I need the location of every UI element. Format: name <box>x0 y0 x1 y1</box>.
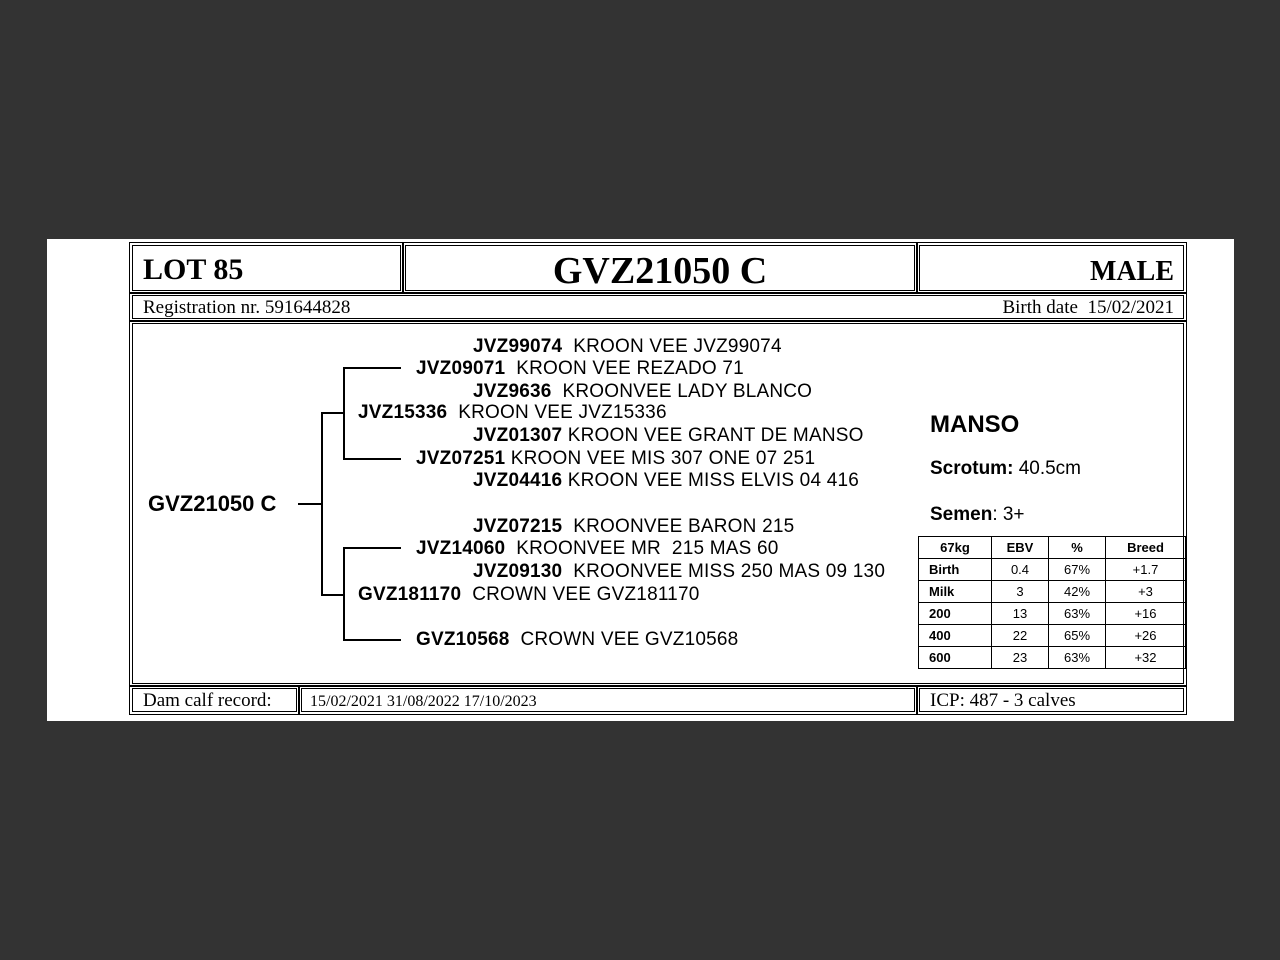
ebv-header-cell: % <box>1049 537 1106 559</box>
animal-name: KROON VEE JVZ99074 <box>573 336 782 357</box>
semen-label: Semen <box>930 504 993 525</box>
animal-id: JVZ9636 <box>473 381 552 402</box>
ebv-row <box>919 581 1186 603</box>
dam-record-label: Dam calf record: <box>143 690 272 711</box>
animal-name: KROONVEE LADY BLANCO <box>562 381 813 402</box>
ebv-trait: 400 <box>919 625 992 647</box>
pedigree-entry-sire-sire-dam <box>473 381 812 403</box>
animal-name: KROON VEE REZADO 71 <box>516 358 744 379</box>
pedigree-entry-dam-sire-sire <box>473 516 794 538</box>
semen-value: : 3+ <box>992 504 1025 525</box>
ebv-breed-avg: +32 <box>1106 647 1186 669</box>
animal-id: JVZ01307 <box>473 425 563 446</box>
ebv-accuracy: 63% <box>1049 603 1106 625</box>
registration-label: Registration nr. <box>143 297 261 318</box>
animal-name-title: MANSO <box>930 411 1020 438</box>
lot-card <box>47 239 1234 721</box>
birth-date-label: Birth date <box>1002 297 1078 318</box>
animal-name: KROONVEE MR 215 MAS 60 <box>516 538 779 559</box>
ebv-header-cell: EBV <box>992 537 1049 559</box>
pedigree-entry-sire-dam-dam <box>473 470 859 492</box>
ebv-header-cell: 67kg <box>919 537 992 559</box>
registration-number: 591644828 <box>264 297 351 318</box>
animal-name: KROON VEE GRANT DE MANSO <box>567 425 864 446</box>
tree-line <box>343 547 345 641</box>
tree-line <box>343 367 345 460</box>
ebv-trait: 600 <box>919 647 992 669</box>
sex-cell <box>916 242 1187 294</box>
ebv-value: 0.4 <box>992 559 1049 581</box>
ebv-trait: Milk <box>919 581 992 603</box>
animal-name: CROWN VEE GVZ181170 <box>472 584 700 605</box>
sex-label: MALE <box>1090 256 1174 287</box>
ebv-breed-avg: +26 <box>1106 625 1186 647</box>
lot-number: LOT 85 <box>143 253 244 286</box>
ebv-value: 13 <box>992 603 1049 625</box>
tree-line <box>343 367 401 369</box>
dam-record-dates: 15/02/2021 31/08/2022 17/10/2023 <box>310 693 537 710</box>
icp-text: ICP: 487 - 3 calves <box>930 690 1076 711</box>
ebv-header-cell: Breed <box>1106 537 1186 559</box>
ebv-breed-avg: +1.7 <box>1106 559 1186 581</box>
animal-name: KROONVEE BARON 215 <box>573 516 795 537</box>
icp-cell <box>916 685 1187 715</box>
ebv-row <box>919 647 1186 669</box>
ebv-trait: 200 <box>919 603 992 625</box>
animal-id: JVZ14060 <box>416 538 506 559</box>
tree-line <box>343 547 401 549</box>
pedigree-entry-dam-sire-dam <box>473 561 885 583</box>
tree-line <box>321 594 343 596</box>
animal-id: JVZ99074 <box>473 336 563 357</box>
pedigree-entry-sire <box>358 402 667 424</box>
animal-id: GVZ10568 <box>416 629 510 650</box>
ebv-table-wrap <box>918 536 1186 669</box>
registration-text <box>143 297 350 319</box>
ebv-trait: Birth <box>919 559 992 581</box>
ebv-accuracy: 63% <box>1049 647 1106 669</box>
birth-date-text <box>1002 297 1174 319</box>
dam-record-dates-cell <box>298 685 918 715</box>
registration-row <box>129 292 1187 322</box>
animal-id: GVZ181170 <box>358 584 462 605</box>
tree-line <box>298 503 321 505</box>
animal-id-title: GVZ21050 C <box>552 250 768 292</box>
ebv-accuracy: 42% <box>1049 581 1106 603</box>
ebv-row <box>919 625 1186 647</box>
animal-id: JVZ15336 <box>358 402 448 423</box>
tree-line <box>321 412 323 596</box>
ebv-breed-avg: +16 <box>1106 603 1186 625</box>
animal-name: KROONVEE MISS 250 MAS 09 130 <box>573 561 886 582</box>
ebv-breed-avg: +3 <box>1106 581 1186 603</box>
lot-cell <box>129 242 404 294</box>
scrotum-value: 40.5cm <box>1018 458 1081 479</box>
ebv-header-row <box>919 537 1186 559</box>
pedigree-entry-sire-dam-sire <box>473 425 864 447</box>
ebv-row <box>919 559 1186 581</box>
animal-name: KROON VEE MISS ELVIS 04 416 <box>567 470 859 491</box>
ebv-accuracy: 65% <box>1049 625 1106 647</box>
animal-id: JVZ07215 <box>473 516 563 537</box>
scrotum-info <box>930 458 1081 480</box>
birth-date-value: 15/02/2021 <box>1087 297 1174 318</box>
pedigree-entry-dam-dam <box>416 629 738 651</box>
ebv-row <box>919 603 1186 625</box>
scrotum-label: Scrotum: <box>930 458 1014 479</box>
ebv-accuracy: 67% <box>1049 559 1106 581</box>
animal-id: JVZ09130 <box>473 561 563 582</box>
semen-info <box>930 504 1025 526</box>
animal-id: JVZ04416 <box>473 470 563 491</box>
pedigree-entry-sire-sire-sire <box>473 336 782 358</box>
pedigree-entry-dam-sire <box>416 538 779 560</box>
pedigree-subject: GVZ21050 C <box>148 491 277 516</box>
animal-id: JVZ09071 <box>416 358 506 379</box>
pedigree-entry-sire-sire <box>416 358 744 380</box>
ebv-value: 22 <box>992 625 1049 647</box>
tree-line <box>343 458 401 460</box>
tree-line <box>321 412 343 414</box>
animal-name: KROON VEE MIS 307 ONE 07 251 <box>510 448 816 469</box>
pedigree-entry-sire-dam <box>416 448 815 470</box>
animal-name: KROON VEE JVZ15336 <box>458 402 667 423</box>
dam-record-label-cell <box>129 685 300 715</box>
ebv-value: 23 <box>992 647 1049 669</box>
animal-id-cell <box>402 242 918 294</box>
tree-line <box>343 639 401 641</box>
ebv-table <box>918 536 1186 669</box>
animal-name: CROWN VEE GVZ10568 <box>520 629 739 650</box>
pedigree-entry-dam <box>358 584 700 606</box>
ebv-value: 3 <box>992 581 1049 603</box>
animal-id: JVZ07251 <box>416 448 506 469</box>
